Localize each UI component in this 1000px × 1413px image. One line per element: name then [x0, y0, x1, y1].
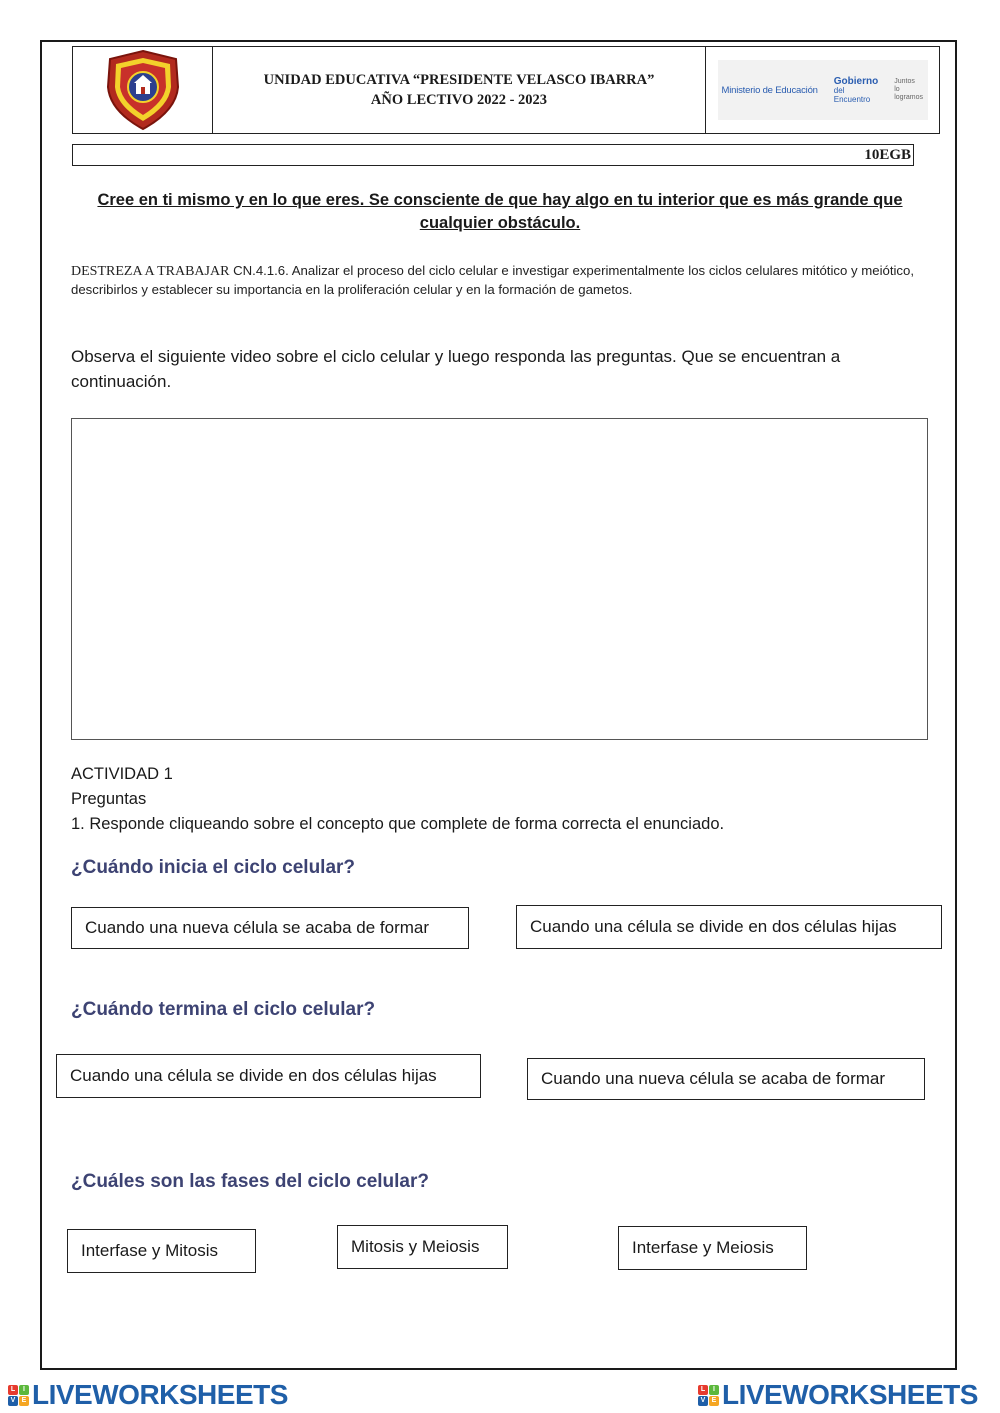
question-1: ¿Cuándo inicia el ciclo celular?	[71, 857, 356, 878]
q3-option-3[interactable]: Interfase y Meiosis	[618, 1226, 807, 1270]
juntos-label: Juntos lo logramos	[894, 78, 924, 101]
school-crest-icon	[104, 49, 182, 131]
school-name: UNIDAD EDUCATIVA “PRESIDENTE VELASCO IBARRA”	[263, 72, 655, 88]
q3-option-1[interactable]: Interfase y Mitosis	[67, 1229, 256, 1273]
school-title-cell	[213, 47, 706, 133]
liveworksheets-logo-left[interactable]	[8, 1381, 288, 1409]
motto: Cree en ti mismo y en lo que eres. Se consciente de que hay algo en tu interior que es más grande que cualquier obstáculo.	[97, 191, 903, 232]
ministry-label: Ministerio de Educación	[721, 84, 818, 96]
activity-prompt: 1. Responde cliqueando sobre el concepto que complete de forma correcta el enunciado.	[71, 815, 725, 833]
q1-option-2[interactable]: Cuando una célula se divide en dos células hijas	[516, 905, 942, 949]
liveworksheets-mark-icon: L I V E	[8, 1385, 29, 1406]
school-logo-cell	[73, 47, 213, 133]
q2-option-1[interactable]: Cuando una célula se divide en dos células hijas	[56, 1054, 481, 1098]
q3-option-2[interactable]: Mitosis y Meiosis	[337, 1225, 508, 1269]
video-placeholder[interactable]	[71, 418, 928, 740]
liveworksheets-brand: LIVEWORKSHEETS	[32, 1379, 288, 1410]
question-2: ¿Cuándo termina el ciclo celular?	[71, 999, 376, 1020]
government-logo-cell	[706, 47, 939, 133]
grade-label: 10EGB	[864, 147, 911, 163]
gobierno-label: Gobierno del Encuentro	[833, 75, 879, 104]
grade-bar	[72, 144, 914, 166]
header-table	[72, 46, 940, 134]
activity-subtitle: Preguntas	[71, 790, 147, 808]
liveworksheets-logo-right[interactable]	[698, 1381, 978, 1409]
activity-title: ACTIVIDAD 1	[71, 765, 173, 783]
activity-block	[71, 762, 931, 837]
liveworksheets-mark-icon: L I V E	[698, 1385, 719, 1406]
school-year: AÑO LECTIVO 2022 - 2023	[370, 92, 548, 108]
skill-lead: DESTREZA A TRABAJAR	[71, 264, 230, 279]
government-logo	[718, 60, 928, 120]
liveworksheets-brand: LIVEWORKSHEETS	[722, 1379, 978, 1410]
skill-text: CN.4.1.6. Analizar el proceso del ciclo celular e investigar experimentalmente los ciclos celulares mitótico y meiótico, describirlos y establecer su importancia en la proliferación celular y en la formación de gametos.	[71, 263, 915, 297]
instruction-text: Observa el siguiente video sobre el ciclo celular y luego responda las preguntas. Que se encuentran a continuación.	[71, 347, 841, 391]
question-3: ¿Cuáles son las fases del ciclo celular?	[71, 1171, 429, 1192]
skill-description	[71, 262, 931, 299]
q2-option-2[interactable]: Cuando una nueva célula se acaba de formar	[527, 1058, 925, 1100]
q1-option-1[interactable]: Cuando una nueva célula se acaba de formar	[71, 907, 469, 949]
